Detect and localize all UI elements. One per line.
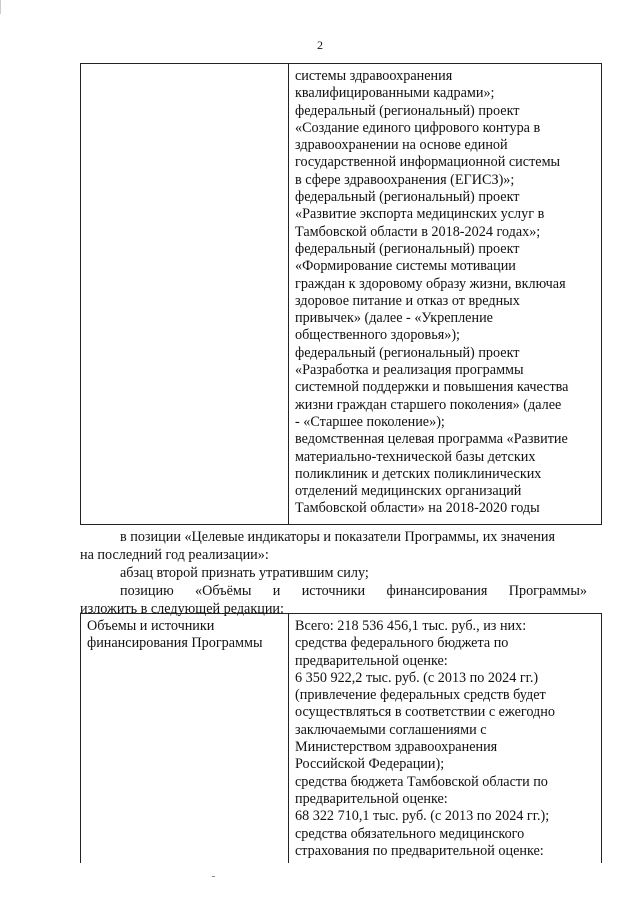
text-line: федеральный (региональный) проект: [295, 240, 520, 257]
text-line: здравоохранении на основе единой: [295, 137, 508, 154]
text-line: системы здравоохранения: [295, 68, 453, 84]
table-cell-left: [81, 614, 289, 864]
text-line: Тамбовской области» на 2018-2020 годы: [295, 500, 540, 517]
word: позицию: [120, 583, 174, 599]
table-cell-right: [289, 614, 602, 864]
text-line: здоровое питание и отказ от вредных: [295, 292, 520, 309]
text-line: 6 350 922,2 тыс. руб. (с 2013 по 2024 гг.): [295, 669, 539, 686]
text-line: предварительной оценке:: [295, 652, 448, 669]
paragraph-line: на последний год реализации»:: [80, 546, 269, 563]
text-line: федеральный (региональный) проект: [295, 189, 520, 206]
text-line: Объемы и источники: [87, 618, 215, 634]
table-row: [81, 614, 602, 864]
text-line: предварительной оценке:: [295, 790, 448, 807]
text-line: в сфере здравоохранения (ЕГИСЗ)»;: [295, 171, 515, 188]
text-line: квалифицированными кадрами»;: [295, 85, 495, 102]
text-line: материально-технической базы детских: [295, 448, 536, 465]
funding-table: [80, 613, 602, 863]
paragraph-line: изложить в следующей редакции:: [80, 600, 284, 617]
text-line: системной поддержки и повышения качества: [295, 379, 569, 396]
text-line: государственной информационной системы: [295, 154, 561, 171]
word: Программы»: [508, 583, 587, 599]
text-line: жизни граждан старшего поколения» (далее: [295, 396, 562, 413]
paragraph-paragraph-two: [80, 565, 587, 583]
text-line: средства бюджета Тамбовской области по: [295, 773, 548, 790]
word: «Объёмы: [195, 583, 252, 599]
text-line: средства федерального бюджета по: [295, 635, 509, 652]
text-line: финансирования Программы: [87, 635, 263, 652]
text-line: «Формирование системы мотивации: [295, 258, 516, 275]
text-line: Тамбовской области в 2018-2024 годах»;: [295, 223, 541, 240]
paragraph-line: абзац второй признать утратившим силу;: [120, 565, 369, 581]
text-line: граждан к здоровому образу жизни, включая: [295, 275, 566, 292]
scan-edge-mark: [0, 0, 1, 14]
table-cell-left: [81, 64, 289, 525]
paragraph-indicators: [80, 529, 587, 565]
text-line: привычек» (далее - «Укрепление: [295, 310, 493, 327]
text-line: (привлечение федеральных средств будет: [295, 687, 546, 704]
text-line: - «Старшее поколение»);: [295, 413, 445, 430]
word: и: [272, 583, 281, 599]
text-line: федеральный (региональный) проект: [295, 102, 520, 119]
table-row: [81, 64, 602, 525]
page-number: 2: [317, 38, 323, 52]
program-table-continuation: [80, 63, 602, 525]
text-line: средства обязательного медицинского: [295, 825, 525, 842]
text-line: ведомственная целевая программа «Развитие: [295, 431, 568, 448]
text-line: Министерством здравоохранения: [295, 739, 498, 756]
text-line: 68 322 710,1 тыс. руб. (с 2013 по 2024 гг.);: [295, 808, 550, 825]
text-line: отделений медицинских организаций: [295, 483, 522, 500]
text-line: Всего: 218 536 456,1 тыс. руб., из них:: [295, 618, 527, 634]
text-line: «Развитие экспорта медицинских услуг в: [295, 206, 545, 223]
table-cell-right: [289, 64, 602, 525]
text-line: поликлиник и детских поликлинических: [295, 465, 542, 482]
text-line: страхования по предварительной оценке:: [295, 842, 544, 859]
word: источники: [301, 583, 366, 599]
paragraph-line: в позиции «Целевые индикаторы и показатели Программы, их значения: [120, 529, 556, 545]
text-line: общественного здоровья»);: [295, 327, 460, 344]
word: финансирования: [386, 583, 488, 599]
text-line: заключаемыми соглашениями с: [295, 721, 487, 738]
text-line: Российской Федерации);: [295, 756, 445, 773]
paragraph-line-justified: [80, 583, 587, 601]
text-line: федеральный (региональный) проект: [295, 344, 520, 361]
text-line: осуществляться в соответствии с ежегодно: [295, 704, 555, 721]
scan-speck: [212, 876, 215, 877]
text-line: «Разработка и реализация программы: [295, 362, 524, 379]
text-line: «Создание единого цифрового контура в: [295, 119, 541, 136]
